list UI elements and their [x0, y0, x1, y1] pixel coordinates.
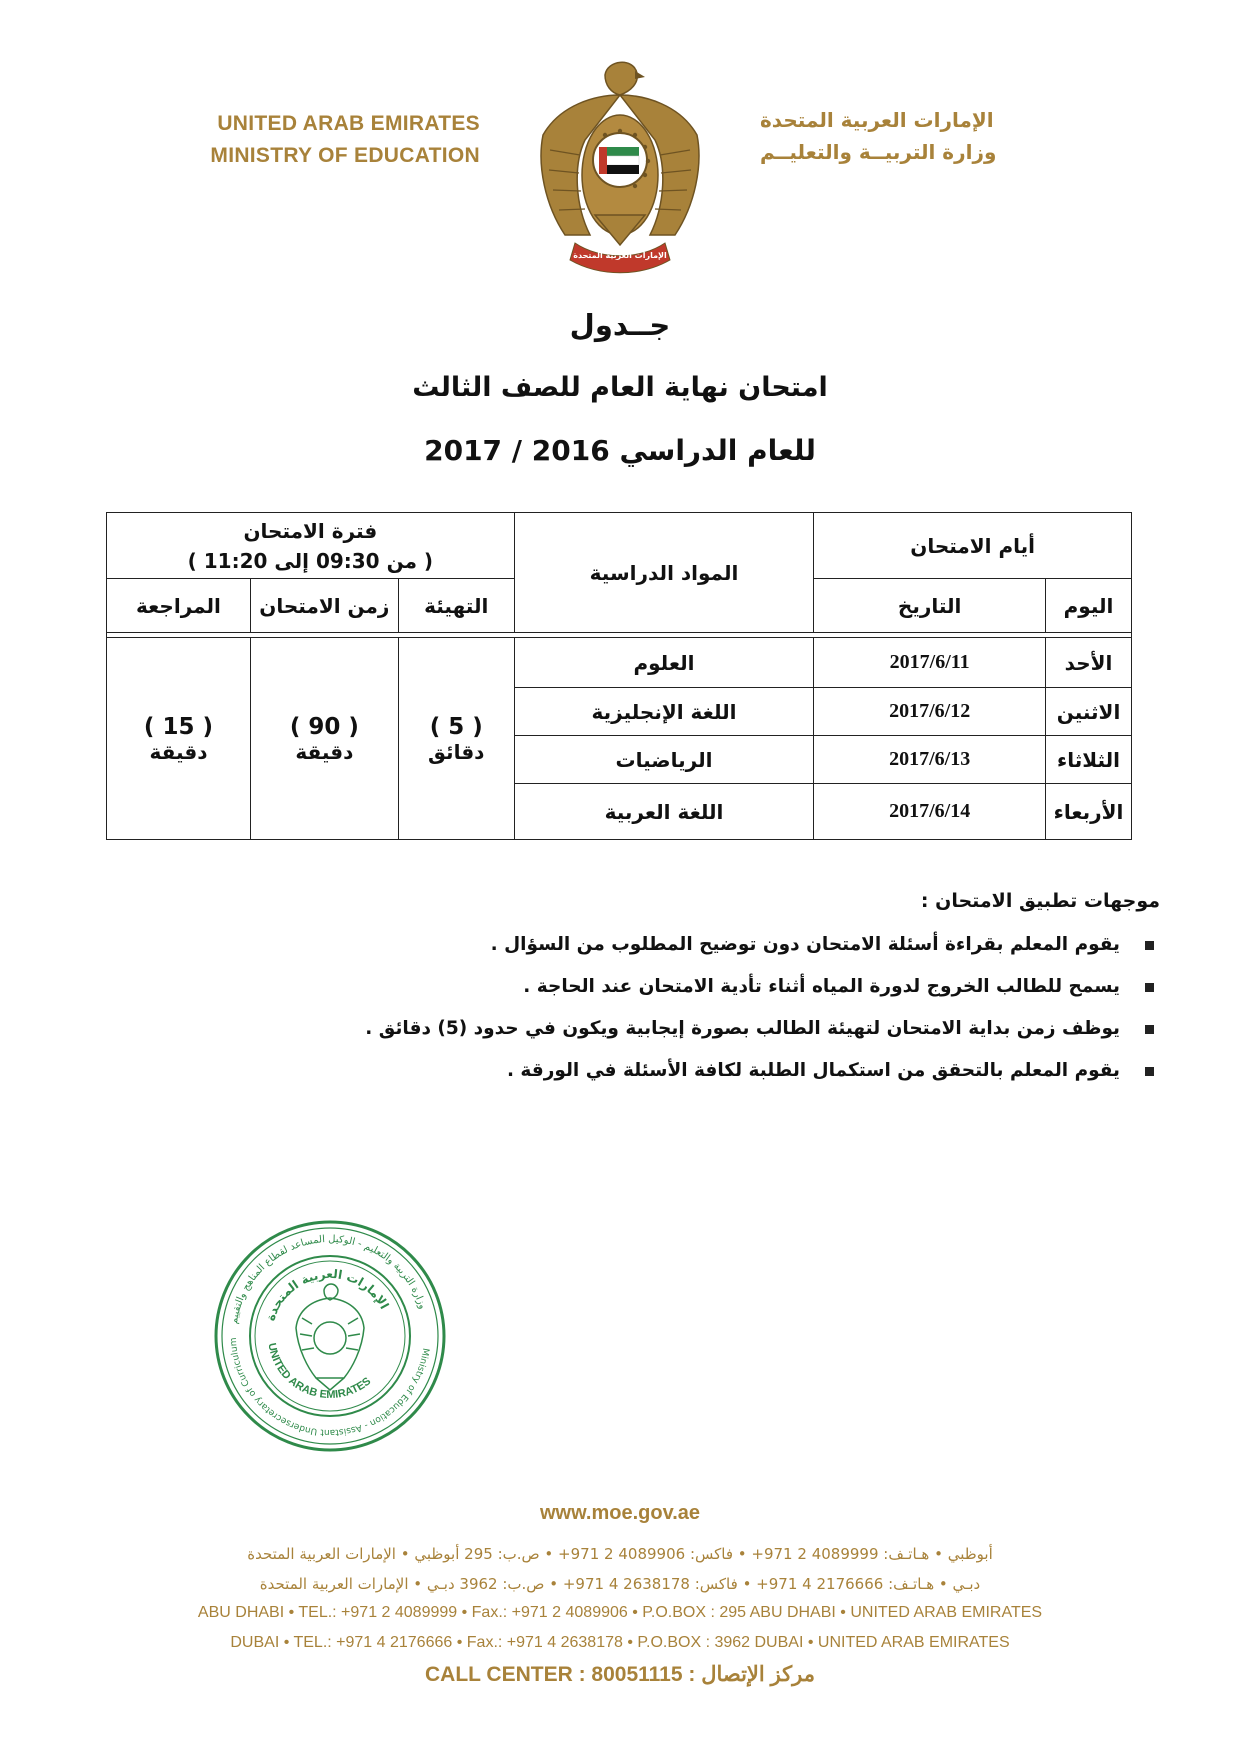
- falcon-emblem-icon: [535, 55, 705, 275]
- footer-en-line-2: DUBAI • TEL.: +971 4 2176666 • Fax.: +971 4 2638178 • P.O.BOX : 3962 DUBAI • UNITED ARAB EMIRATES: [230, 1634, 1010, 1651]
- row-date: 2017/6/12: [814, 688, 1046, 736]
- stamp-inner-text-ar: الإمارات العربية المتحدة: [263, 1266, 392, 1323]
- ministry-seal-icon: [212, 1218, 448, 1454]
- row-day: الأربعاء: [1046, 784, 1132, 840]
- square-bullet-icon: [1145, 941, 1154, 950]
- exam-period-label: فترة الامتحان: [243, 518, 378, 543]
- row-date: 2017/6/14: [814, 784, 1046, 840]
- ministry-name-ar: وزارة التربيــة والتعليــم: [760, 140, 997, 164]
- row-date: 2017/6/11: [814, 638, 1046, 688]
- preparation-unit: دقائق: [428, 739, 485, 764]
- exam-duration-value: ( 90 ): [289, 713, 359, 740]
- header-exam-period: [107, 513, 515, 579]
- header-subjects: المواد الدراسية: [514, 513, 814, 633]
- list-item: [160, 1050, 1160, 1092]
- stamp-outer-text-en: Ministry of Education - Assistant Undersecretary of Curriculum: [228, 1337, 431, 1438]
- footer-ar-line-1: أبوظبي • هـاتـف: 4089999 2 971+ • فاكس: 4089906 2 971+ • ص.ب: 295 أبوظبي • الإمارات العربية المتحدة: [247, 1545, 993, 1563]
- guideline-text: يسمح للطالب الخروج لدورة المياه أثناء تأدية الامتحان عند الحاجة .: [523, 976, 1120, 997]
- academic-year: للعام الدراسي 2016 / 2017: [424, 434, 816, 467]
- exam-title: امتحان نهاية العام للصف الثالث: [412, 372, 828, 403]
- row-subject: العلوم: [514, 638, 814, 688]
- row-subject: اللغة الإنجليزية: [514, 688, 814, 736]
- review-cell: [107, 638, 251, 840]
- list-item: [160, 924, 1160, 966]
- list-item: [160, 966, 1160, 1008]
- website-link[interactable]: www.moe.gov.ae: [539, 1502, 701, 1524]
- header-review: المراجعة: [107, 579, 251, 633]
- guideline-text: يقوم المعلم بقراءة أسئلة الامتحان دون توضيح المطلوب من السؤال .: [490, 934, 1120, 955]
- exam-period-time: ( من 09:30 إلى 11:20 ): [187, 548, 434, 573]
- row-day: الأحد: [1046, 638, 1132, 688]
- exam-schedule-table: [106, 512, 1132, 840]
- review-unit: دقيقة: [149, 739, 208, 764]
- header-date: التاريخ: [814, 579, 1046, 633]
- country-name-en: UNITED ARAB EMIRATES: [217, 112, 480, 135]
- header-exam-duration: زمن الامتحان: [250, 579, 398, 633]
- official-stamp: [212, 1218, 448, 1454]
- guidelines-list: [160, 924, 1160, 1092]
- row-subject: الرياضيات: [514, 736, 814, 784]
- row-day: الثلاثاء: [1046, 736, 1132, 784]
- footer-en-line-1: ABU DHABI • TEL.: +971 2 4089999 • Fax.: +971 2 4089906 • P.O.BOX : 295 ABU DHABI • UNITED ARAB EMIRATES: [197, 1604, 1043, 1621]
- row-day: الاثنين: [1046, 688, 1132, 736]
- header-en: [160, 112, 480, 168]
- header-preparation: التهيئة: [398, 579, 514, 633]
- review-value: ( 15 ): [143, 713, 213, 740]
- ministry-name-en: MINISTRY OF EDUCATION: [210, 144, 480, 167]
- square-bullet-icon: [1145, 1067, 1154, 1076]
- table-row: [107, 638, 1132, 688]
- header-ar: [760, 108, 1060, 164]
- row-subject: اللغة العربية: [514, 784, 814, 840]
- header-exam-days: أيام الامتحان: [814, 513, 1132, 579]
- exam-guidelines: [160, 890, 1160, 1092]
- guideline-text: يقوم المعلم بالتحقق من استكمال الطلبة لكافة الأسئلة في الورقة .: [506, 1060, 1120, 1081]
- uae-emblem: [535, 55, 705, 275]
- country-name-ar: الإمارات العربية المتحدة: [760, 108, 994, 132]
- call-center: CALL CENTER : 80051115 : مركز الإتصال: [424, 1663, 815, 1686]
- page-title: جــدول: [569, 308, 671, 342]
- header-day: اليوم: [1046, 579, 1132, 633]
- square-bullet-icon: [1145, 1025, 1154, 1034]
- stamp-outer-text: وزارة التربية والتعليم - الوكيل المساعد لقطاع المناهج والتقييم: [228, 1233, 428, 1325]
- guidelines-heading: موجهات تطبيق الامتحان :: [920, 890, 1160, 912]
- footer-ar-line-2: دبـي • هـاتـف: 2176666 4 971+ • فاكس: 2638178 4 971+ • ص.ب: 3962 دبـي • الإمارات العربية المتحدة: [259, 1575, 981, 1593]
- row-date: 2017/6/13: [814, 736, 1046, 784]
- emblem-ribbon-text: الإمارات العربية المتحدة: [573, 251, 667, 260]
- list-item: [160, 1008, 1160, 1050]
- preparation-cell: [398, 638, 514, 840]
- square-bullet-icon: [1145, 983, 1154, 992]
- guideline-text: يوظف زمن بداية الامتحان لتهيئة الطالب بصورة إيجابية ويكون في حدود (5) دقائق .: [365, 1018, 1120, 1039]
- stamp-inner-text-en: UNITED ARAB EMIRATES: [265, 1342, 374, 1402]
- exam-duration-unit: دقيقة: [295, 739, 354, 764]
- preparation-value: ( 5 ): [429, 713, 483, 740]
- exam-duration-cell: [250, 638, 398, 840]
